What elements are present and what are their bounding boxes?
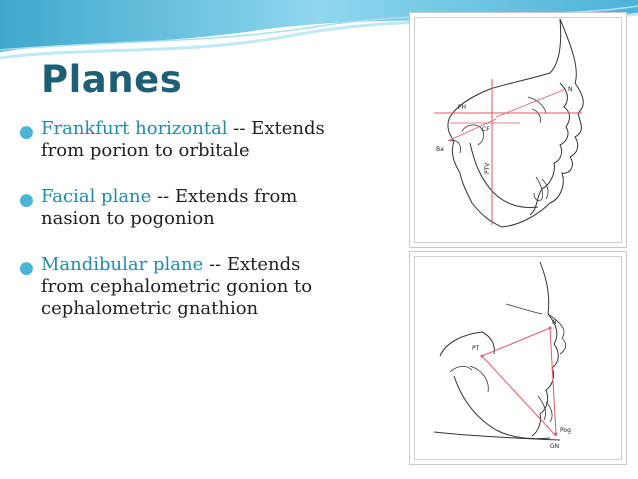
pt-point [481, 355, 484, 358]
mandibular-plane-line [482, 356, 556, 436]
bullet-list [18, 118, 348, 344]
label-pt: PT [472, 345, 480, 352]
label-pog: Pog [560, 427, 571, 434]
tracing-top-svg [410, 13, 626, 247]
tracing-bottom-svg [410, 252, 626, 464]
label-fh: FH [458, 104, 466, 111]
cephalometric-tracing-top [409, 12, 627, 248]
n-point [549, 327, 552, 330]
cephalometric-tracing-bottom [409, 251, 627, 465]
label-n-bottom: N [552, 319, 557, 326]
bullet-icon: ● [19, 122, 34, 142]
pog-point [555, 433, 558, 436]
label-ptv: PTV [484, 162, 491, 174]
bullet-item-facial [18, 186, 348, 230]
label-n: N [568, 86, 573, 93]
facial-plane-line [550, 328, 556, 434]
label-ba: Ba [436, 146, 444, 153]
bullet-text: -- Extends from cephalometric gonion to cephalometric gnathion [41, 254, 313, 319]
bullet-term: Frankfurt horizontal [41, 118, 228, 139]
bullet-text: -- Extends from nasion to pogonion [41, 186, 298, 229]
bullet-icon: ● [19, 258, 34, 278]
bullet-term: Facial plane [41, 186, 152, 207]
bullet-icon: ● [19, 190, 34, 210]
bullet-term: Mandibular plane [41, 254, 204, 275]
bullet-item-frankfurt [18, 118, 348, 162]
label-cf: CF [482, 126, 490, 133]
bullet-item-mandibular [18, 254, 348, 320]
label-gn: GN [550, 443, 560, 450]
bullet-text: -- Extends from porion to orbitale [41, 118, 325, 161]
slide-title: Planes [41, 58, 183, 101]
